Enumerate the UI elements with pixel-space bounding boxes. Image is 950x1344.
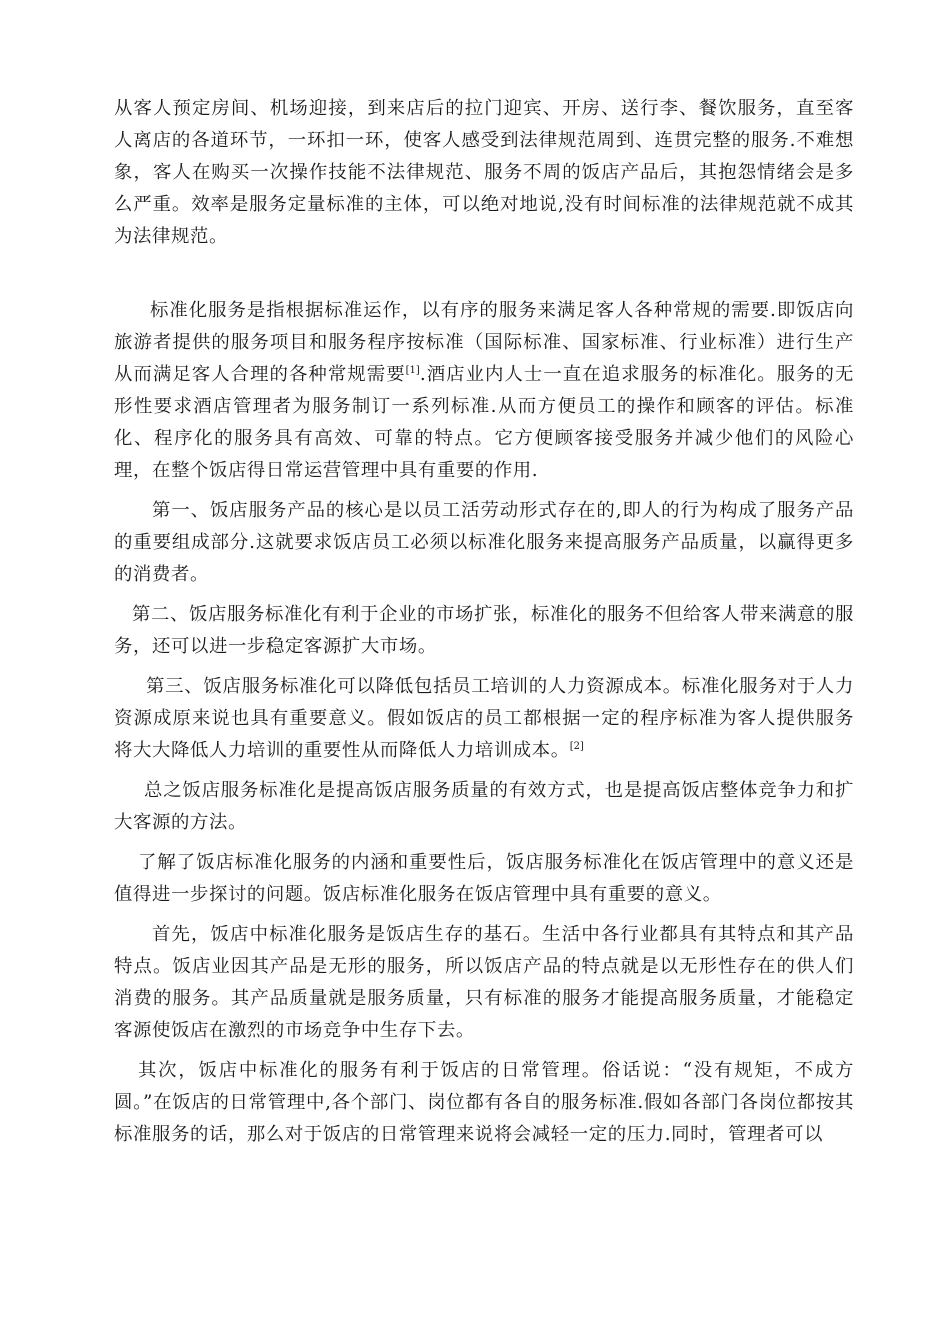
citation-ref-1: [1]	[405, 364, 420, 376]
paragraph-5	[114, 671, 854, 767]
paragraph-4-text: 第二、饭店服务标准化有利于企业的市场扩张，标准化的服务不但给客人带来满意的服务，还可以进一步稳定客源扩大市场。	[114, 604, 854, 657]
paragraph-2-text-after: .酒店业内人士一直在追求服务的标准化。服务的无形性要求酒店管理者为服务制订一系列标准.从而方便员工的操作和顾客的评估。标准化、程序化的服务具有高效、可靠的特点。它方便顾客接受服务并减少他们的风险心理，在整个饭店得日常运营管理中具有重要的作用.	[114, 364, 854, 481]
paragraph-9	[114, 1055, 854, 1151]
paragraph-2	[114, 295, 854, 487]
paragraph-6-text: 总之饭店服务标准化是提高饭店服务质量的有效方式，也是提高饭店整体竞争力和扩大客源的方法。	[114, 780, 854, 833]
paragraph-9-text: 其次，饭店中标准化的服务有利于饭店的日常管理。俗话说：“没有规矩，不成方圆。”在饭店的日常管理中,各个部门、岗位都有各自的服务标准.假如各部门各岗位都按其标准服务的话，那么对于饭店的日常管理来说将会减轻一定的压力.同时，管理者可以	[114, 1060, 854, 1145]
paragraph-6	[114, 775, 854, 839]
paragraph-1	[114, 93, 854, 253]
document-page	[114, 93, 854, 1151]
paragraph-4	[114, 599, 854, 663]
paragraph-3-text: 第一、饭店服务产品的核心是以员工活劳动形式存在的,即人的行为构成了服务产品的重要组成部分.这就要求饭店员工必须以标准化服务来提高服务产品质量，以赢得更多的消费者。	[114, 500, 854, 585]
paragraph-1-text: 从客人预定房间、机场迎接，到来店后的拉门迎宾、开房、送行李、餐饮服务，直至客人离店的各道环节，一环扣一环，使客人感受到法律规范周到、连贯完整的服务.不难想象，客人在购买一次操作技能不法律规范、服务不周的饭店产品后，其抱怨情绪会是多么严重。效率是服务定量标准的主体，可以绝对地说,没有时间标准的法律规范就不成其为法律规范。	[114, 98, 854, 247]
paragraph-7	[114, 847, 854, 911]
paragraph-7-text: 了解了饭店标准化服务的内涵和重要性后，饭店服务标准化在饭店管理中的意义还是值得进一步探讨的问题。饭店标准化服务在饭店管理中具有重要的意义。	[114, 852, 854, 905]
paragraph-3	[114, 495, 854, 591]
paragraph-2-text-before: 标准化服务是指根据标准运作，以有序的服务来满足客人各种常规的需要.即饭店向旅游者提供的服务项目和服务程序按标准（国际标准、国家标准、行业标准）进行生产从而满足客人合理的各种常规需要	[114, 300, 854, 385]
paragraph-8	[114, 919, 854, 1047]
citation-ref-2: [2]	[569, 740, 584, 752]
paragraph-5-text-before: 第三、饭店服务标准化可以降低包括员工培训的人力资源成本。标准化服务对于人力资源成原来说也具有重要意义。假如饭店的员工都根据一定的程序标准为客人提供服务将大大降低人力培训的重要性从而降低人力培训成本。	[114, 676, 854, 761]
paragraph-8-text: 首先，饭店中标准化服务是饭店生存的基石。生活中各行业都具有其特点和其产品特点。饭店业因其产品是无形的服务，所以饭店产品的特点就是以无形性存在的供人们消费的服务。其产品质量就是服务质量，只有标准的服务才能提高服务质量，才能稳定客源使饭店在激烈的市场竞争中生存下去。	[114, 924, 854, 1041]
